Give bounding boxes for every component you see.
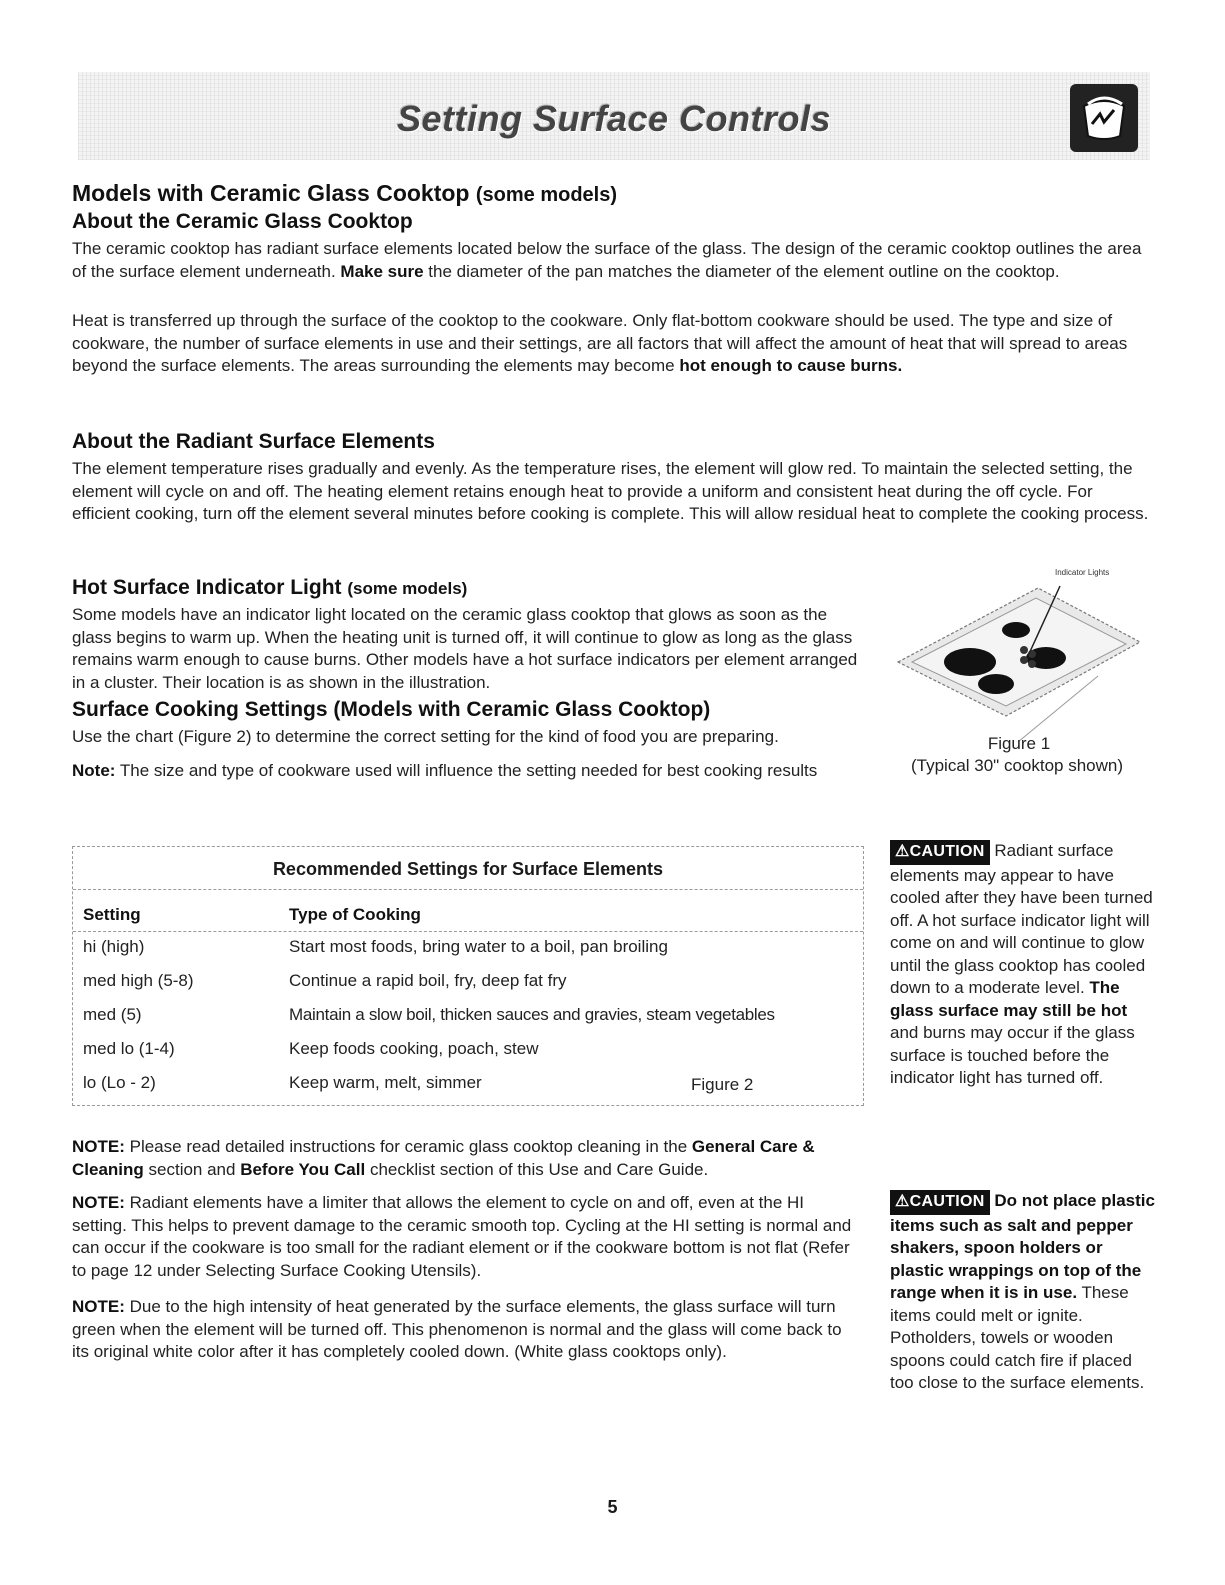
text-segment: Radiant elements have a limiter that allows the element to cycle on and off, even at the HI setting. This helps to prevent damage to the ceramic smooth top. Cycling at the HI setting is normal and can occur if the cookware is too small for the radiant element or if the cookware bottom is not flat (Refer to page 12 under Selecting Surface Cooking Utensils). [72,1193,852,1280]
note-label: Note: [72,761,116,780]
heading-hot-indicator-text: Hot Surface Indicator Light [72,576,342,599]
table-header-setting: Setting [83,905,141,924]
emphasis-glass-hot: The glass surface may still be hot [890,978,1128,1020]
note-label: NOTE: [72,1193,125,1212]
table-title: Recommended Settings for Surface Elements [272,859,664,879]
table-cell-setting: med (5) [83,1005,142,1024]
table-header-type: Type of Cooking [289,905,421,924]
caution-badge [890,840,990,865]
heading-about-radiant: About the Radiant Surface Elements [72,430,435,453]
section-qualifier: (some models) [475,184,618,206]
caution-box-1 [890,840,1155,1090]
emphasis-before-you-call: Before You Call [240,1159,366,1179]
table-cell-setting: hi (high) [83,937,145,956]
section-title [72,180,617,207]
header-banner [78,72,1150,160]
table-cell-type: Keep warm, melt, simmer [289,1073,482,1092]
table-cell-type: Continue a rapid boil, fry, deep fat fry [289,971,567,990]
table-divider [73,931,863,932]
page-number: 5 [607,1497,618,1517]
heading-hot-indicator [72,576,467,600]
text-segment: and burns may occur if the glass surface is touched before the indicator light has turned off. [890,1023,1135,1087]
table-cell-setting: med lo (1-4) [83,1039,175,1058]
warning-triangle-icon: ⚠ [895,843,910,860]
heading-about-cooktop: About the Ceramic Glass Cooktop [72,210,413,233]
text-segment: Heat is transferred up through the surface of the cooktop to the cookware. Only flat-bottom cookware should be used. The type and size of cookware, the number of surface elements in use and their settings, are all factors that will affect the amount of heat that will spread to areas beyond the surface elements. The areas surrounding the elements may become [72,311,1128,375]
emphasis-do-not-place: Do not place plastic items such as salt and pepper shakers, spoon holders or plastic wrappings on top of the range when it is in use. [890,1191,1155,1302]
emphasis-hot-enough: hot enough to cause burns. [679,356,903,375]
caution-box-2 [890,1190,1155,1395]
emphasis-make-sure: Make sure [340,261,424,281]
table-cell-type: Keep foods cooking, poach, stew [289,1039,539,1058]
text-segment: the diameter of the pan matches the diameter of the element outline on the cooktop. [423,261,1060,281]
figure-1-label: Figure 1 [987,734,1051,753]
note-cleaning [72,1136,862,1181]
table-cell-type: Maintain a slow boil, thicken sauces and gravies, steam vegetables [289,1005,775,1024]
note-green-glass [72,1296,862,1364]
figure-1-callout: Indicator Lights [1055,568,1110,577]
caution-2-text [890,1190,1155,1395]
text-segment: The ceramic cooktop has radiant surface elements located below the surface of the glass. The design of the ceramic cooktop outlines the area of the surface element underneath. [72,239,1142,281]
paragraph-about-cooktop-2 [72,310,1152,378]
figure-1-illustration [888,566,1150,746]
figure-1-caption: (Typical 30" cooktop shown) [910,756,1124,775]
caution-badge-label: CAUTION [909,1193,985,1210]
note-label: NOTE: [72,1137,125,1156]
emphasis-general-care: General Care & Cleaning [72,1137,815,1179]
table-cell-setting: med high (5-8) [83,971,194,990]
paragraph-about-radiant: The element temperature rises gradually and evenly. As the temperature rises, the element will glow red. To maintain the selected setting, the element will cycle on and off. The heating element retains enough heat to provide a uniform and consistent heat during the off cycle. For efficient cooking, turn off the element several minutes before cooking is complete. This will allow residual heat to complete the cooking process. [72,459,1149,523]
text-segment: Please read detailed instructions for ceramic glass cooktop cleaning in the [124,1137,692,1156]
paragraph-surface-settings: Use the chart (Figure 2) to determine the correct setting for the kind of food you are preparing. [72,727,779,746]
heading-surface-settings: Surface Cooking Settings (Models with Ceramic Glass Cooktop) [72,698,711,721]
caution-badge [890,1190,990,1215]
figure-2-label: Figure 2 [691,1075,754,1094]
settings-table [72,846,864,1106]
text-segment: Radiant surface elements may appear to have cooled after they have been turned off. A hot surface indicator light will come on and will continue to glow until the glass cooktop has cooled down to a moderate level. [890,841,1153,997]
paragraph-about-cooktop-1 [72,238,1152,283]
note-limiter [72,1192,862,1282]
note-cookware [72,760,862,783]
text-segment: checklist section of this Use and Care Guide. [365,1159,709,1179]
pot-icon [1070,84,1138,152]
caution-badge-label: CAUTION [909,843,985,860]
table-divider [73,889,863,890]
note-label: NOTE: [72,1297,125,1316]
table-cell-setting: lo (Lo - 2) [83,1073,156,1092]
table-cell-type: Start most foods, bring water to a boil, pan broiling [289,937,668,956]
section-title-text: Models with Ceramic Glass Cooktop [72,180,470,206]
text-segment: These items could melt or ignite. Potholders, towels or wooden spoons could catch fire if placed too close to the surface elements. [890,1283,1145,1392]
page-title: Setting Surface Controls [396,98,832,139]
text-segment: section and [143,1159,241,1179]
text-segment: Due to the high intensity of heat generated by the surface elements, the glass surface will turn green when the element will be turned off. This phenomenon is normal and the glass will come back to its original white color after it has completely cooled down. (White glass cooktops only). [72,1297,842,1361]
note-text: The size and type of cookware used will influence the setting needed for best cooking results [115,761,818,780]
heading-hot-indicator-qualifier: (some models) [347,579,468,598]
warning-triangle-icon: ⚠ [895,1193,910,1210]
paragraph-hot-indicator: Some models have an indicator light located on the ceramic glass cooktop that glows as soon as the glass begins to warm up. When the heating unit is turned off, it will continue to glow as long as the glass remains warm enough to cause burns. Other models have a hot surface indicators per element arranged in a cluster. Their location is as shown in the illustration. [72,605,858,692]
caution-1-text [890,840,1155,1090]
